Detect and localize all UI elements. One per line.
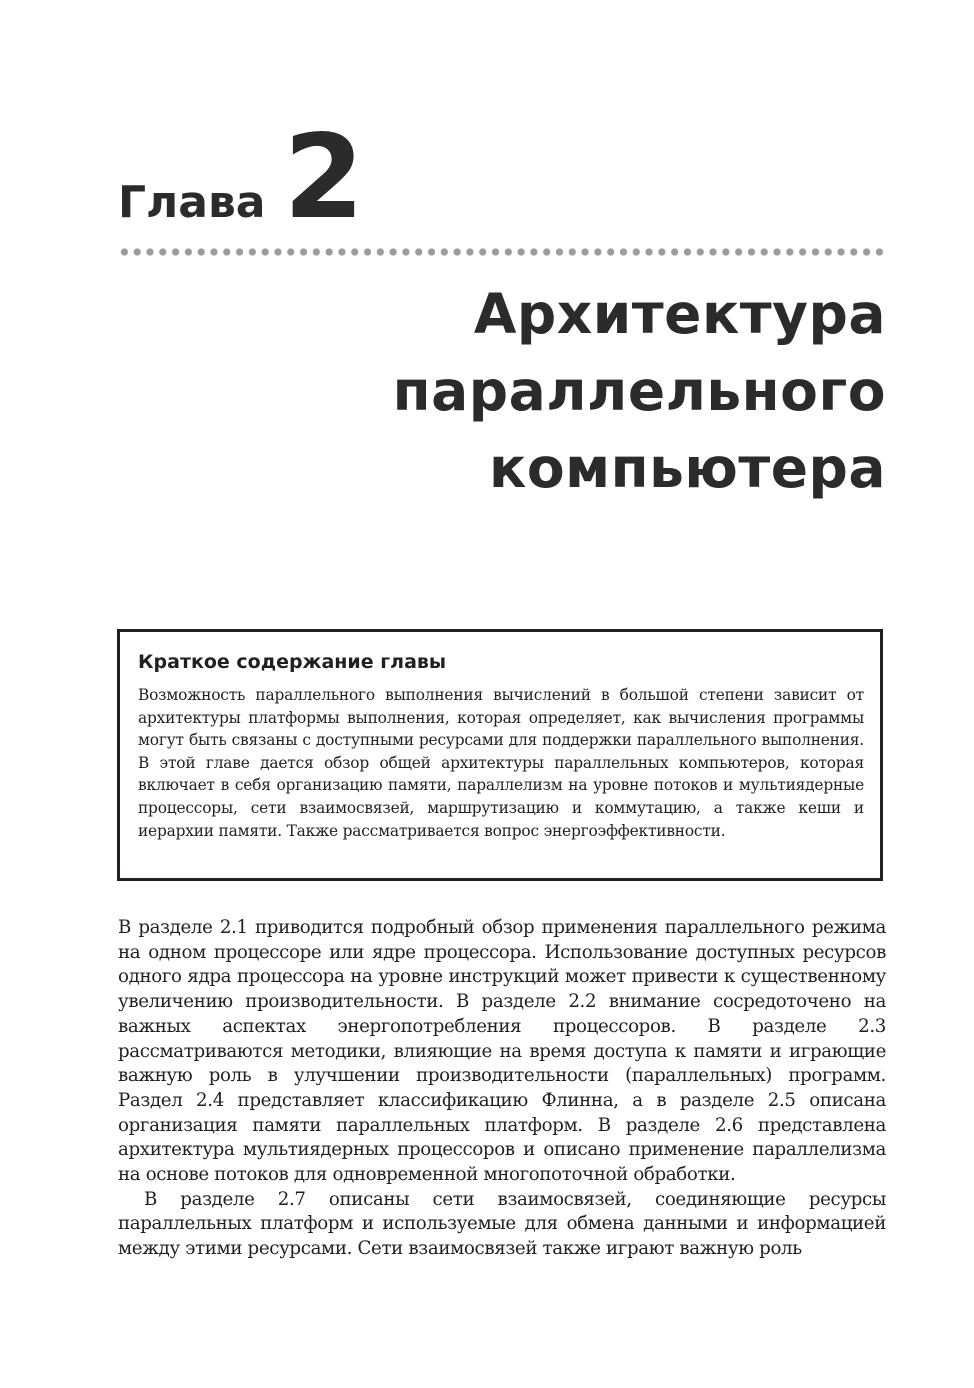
chapter-number: 2 xyxy=(283,110,365,245)
dotted-divider xyxy=(118,247,886,257)
summary-heading: Краткое содержание главы xyxy=(138,651,447,673)
chapter-summary-box xyxy=(117,629,883,881)
chapter-word: Глава xyxy=(118,177,266,228)
chapter-label xyxy=(118,110,365,245)
chapter-title-line: компьютера xyxy=(489,436,886,500)
chapter-title-line: Архитектура xyxy=(473,282,886,346)
body-paragraph: В разделе 2.1 приводится подробный обзор применения параллельного режима на одном процессоре или ядре процессора. Использование доступных ресурсов одного ядра процессора на уровне инструкций может привести к существенному увеличению производительности. В разделе 2.2 внимание сосредоточено на важных аспектах энергопотребления процессоров. В разделе 2.3 рассматриваются методики, влияющие на время доступа к памяти и играющие важную роль в улучшении производительности (параллельных) программ. Раздел 2.4 представляет классификацию Флинна, а в разделе 2.5 описана организация памяти параллельных платформ. В разделе 2.6 представлена архитектура мультиядерных процессоров и описано применение параллелизма на основе потоков для одновременной многопоточной обработки. xyxy=(118,917,886,1186)
summary-text: Возможность параллельного выполнения вычислений в большой степени зависит от архитектуры платформы выполнения, которая определяет, как вычисления программы могут быть связаны с доступными ресурсами для поддержки параллельного выполнения. В этой главе дается обзор общей архитектуры параллельных компьютеров, которая включает в себя организацию памяти, параллелизм на уровне потоков и мультиядерные процессоры, сети взаимосвязей, маршрутизацию и коммутацию, а также кеши и иерархии памяти. Также рассматривается вопрос энергоэффективности. xyxy=(138,686,864,840)
chapter-title-line: параллельного xyxy=(392,359,886,423)
body-paragraph: В разделе 2.7 описаны сети взаимосвязей, соединяющие ресурсы параллельных платформ и используемые для обмена данными и информацией между этими ресурсами. Сети взаимосвязей также играют важную роль xyxy=(118,1188,886,1260)
body-text xyxy=(118,916,886,1262)
chapter-title xyxy=(186,276,886,507)
